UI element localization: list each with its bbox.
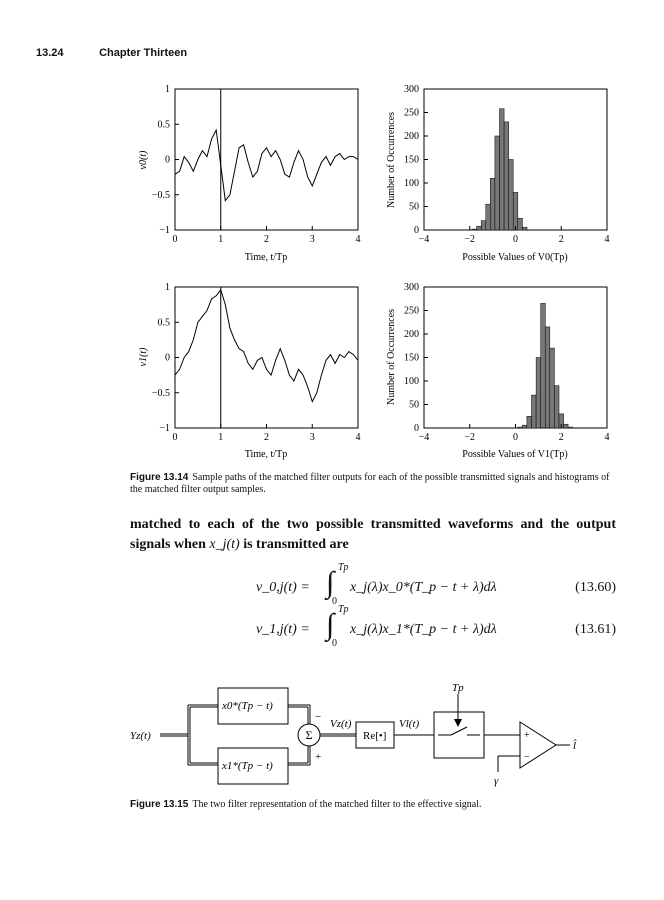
paragraph-text: is transmitted are bbox=[243, 537, 349, 552]
plot-frame bbox=[175, 287, 358, 428]
y-tick-label: −1 bbox=[159, 423, 170, 434]
integral-sign: ∫ bbox=[326, 566, 335, 599]
x-tick-labels bbox=[419, 424, 610, 443]
y-axis-label: v1(t) bbox=[138, 347, 149, 367]
x-tick-label: 1 bbox=[218, 432, 224, 443]
chart-v1 bbox=[138, 282, 361, 460]
figure-label: Figure 13.14 bbox=[130, 472, 189, 483]
x-tick-label: 3 bbox=[309, 234, 315, 245]
body-paragraph bbox=[130, 515, 616, 555]
v0-series-line bbox=[175, 130, 358, 201]
tp-label: Tp bbox=[452, 682, 464, 694]
minus-sign: − bbox=[315, 711, 322, 723]
histogram-bar bbox=[541, 303, 546, 428]
histogram-bar bbox=[504, 122, 509, 230]
caption-text: The two filter representation of the matched filter to the effective signal. bbox=[192, 799, 482, 810]
x-tick-label: 2 bbox=[558, 432, 564, 443]
plot-frame bbox=[175, 89, 358, 230]
histogram-bar bbox=[554, 386, 559, 428]
figure-label: Figure 13.15 bbox=[130, 799, 189, 810]
comparator-plus: + bbox=[524, 730, 530, 741]
x-tick-label: 2 bbox=[264, 432, 269, 443]
equation-rhs: x_j(λ)x_1*(T_p − t + λ)dλ bbox=[350, 622, 497, 637]
filter-bottom-label: x1*(Tp − t) bbox=[222, 760, 273, 772]
caption-text: Sample paths of the matched filter outputs for each of the possible transmitted signals and histograms of the matched filter output samples. bbox=[130, 472, 610, 495]
equation-lhs: v_1,j(t) = bbox=[256, 622, 310, 637]
x-tick-label: 4 bbox=[604, 234, 610, 245]
chart-v0 bbox=[138, 84, 361, 263]
equation-rhs: x_j(λ)x_0*(T_p − t + λ)dλ bbox=[350, 580, 497, 595]
x-tick-labels bbox=[173, 226, 361, 245]
x-tick-label: 4 bbox=[355, 432, 361, 443]
y-tick-label: 1 bbox=[165, 84, 170, 95]
x-tick-label: −4 bbox=[418, 234, 430, 245]
x-tick-label: −2 bbox=[464, 234, 476, 245]
x-tick-labels bbox=[173, 424, 361, 443]
x-axis-label: Possible Values of V1(Tp) bbox=[462, 449, 568, 460]
y-tick-label: 100 bbox=[404, 178, 419, 189]
histogram-bar bbox=[490, 178, 495, 230]
inline-math: x_j(t) bbox=[209, 537, 240, 552]
histogram-bar bbox=[477, 226, 482, 230]
histogram-bar bbox=[564, 424, 569, 428]
filter-top-label: x0*(Tp − t) bbox=[222, 700, 273, 712]
re-label: Re[•] bbox=[363, 730, 387, 742]
histogram-bar bbox=[486, 204, 491, 230]
sigma-symbol: Σ bbox=[305, 728, 313, 742]
histogram-bar bbox=[568, 427, 573, 428]
histogram-bar bbox=[513, 192, 518, 230]
equation-number: (13.61) bbox=[575, 622, 616, 637]
chapter-title: Chapter Thirteen bbox=[99, 47, 188, 59]
histogram-bar bbox=[481, 221, 486, 230]
y-tick-label: 0 bbox=[165, 154, 170, 166]
x-tick-label: −2 bbox=[464, 432, 476, 443]
y-tick-label: 150 bbox=[404, 154, 419, 166]
y-tick-label: 1 bbox=[165, 282, 170, 293]
threshold-label: γ bbox=[494, 775, 499, 787]
x-axis-label: Possible Values of V0(Tp) bbox=[462, 252, 568, 263]
x-tick-label: 2 bbox=[558, 234, 564, 245]
y-axis-label: Number of Occurrences bbox=[386, 111, 397, 209]
y-tick-label: −1 bbox=[159, 225, 170, 236]
histogram-bar bbox=[518, 427, 523, 428]
switch-arm bbox=[451, 727, 467, 735]
figure-13-14-caption bbox=[130, 472, 620, 496]
equation-13-61 bbox=[130, 604, 616, 652]
integral-upper-limit: Tp bbox=[338, 604, 349, 615]
histogram-bar bbox=[472, 229, 477, 230]
y-tick-label: 300 bbox=[404, 282, 419, 293]
paragraph-text: matched to each of the two possible transmitted waveforms and the output signals when bbox=[130, 517, 616, 552]
x-tick-label: −4 bbox=[418, 432, 430, 443]
y-tick-label: −0.5 bbox=[151, 189, 170, 201]
histogram-bars bbox=[518, 303, 573, 428]
equation-lhs: v_0,j(t) = bbox=[256, 580, 310, 595]
vl-label: Vl(t) bbox=[399, 718, 420, 730]
y-axis-label: v0(t) bbox=[138, 150, 149, 170]
y-tick-label: 200 bbox=[404, 131, 419, 142]
chart-histogram-v0 bbox=[386, 84, 610, 263]
histogram-bar bbox=[522, 425, 527, 428]
equation-13-60 bbox=[130, 562, 616, 610]
y-tick-label: 300 bbox=[404, 84, 419, 95]
x-axis-label: Time, t/Tp bbox=[244, 449, 288, 460]
chart-histogram-v1 bbox=[386, 282, 610, 460]
y-tick-label: 200 bbox=[404, 329, 419, 340]
input-label: Yz(t) bbox=[130, 730, 151, 742]
figure-13-15-diagram bbox=[0, 672, 664, 812]
plot-frame bbox=[424, 287, 607, 428]
y-tick-label: 50 bbox=[409, 201, 419, 213]
x-tick-label: 0 bbox=[172, 234, 178, 245]
x-tick-label: 4 bbox=[604, 432, 610, 443]
histogram-bar bbox=[518, 218, 523, 230]
x-axis-label: Time, t/Tp bbox=[244, 252, 288, 263]
y-axis-label: Number of Occurrences bbox=[386, 308, 397, 406]
x-tick-label: 4 bbox=[355, 234, 361, 245]
figure-13-15-caption bbox=[130, 799, 620, 811]
y-tick-label: 0.5 bbox=[157, 119, 170, 131]
histogram-bar bbox=[532, 395, 537, 428]
integral-lower-limit: 0 bbox=[332, 596, 337, 607]
y-tick-label: 250 bbox=[404, 305, 419, 317]
histogram-bar bbox=[550, 348, 555, 428]
y-tick-label: 250 bbox=[404, 107, 419, 119]
y-tick-label: 0 bbox=[165, 352, 170, 364]
equation-number: (13.60) bbox=[575, 580, 616, 595]
v1-series-line bbox=[175, 290, 358, 402]
y-tick-label: 0.5 bbox=[157, 317, 170, 329]
histogram-bar bbox=[545, 327, 550, 428]
histogram-bar bbox=[500, 109, 505, 230]
histogram-bar bbox=[495, 136, 500, 230]
x-tick-label: 1 bbox=[218, 234, 224, 245]
plus-sign: + bbox=[315, 751, 322, 763]
integral-lower-limit: 0 bbox=[332, 638, 337, 649]
histogram-bar bbox=[509, 160, 514, 231]
y-tick-label: 0 bbox=[414, 225, 419, 236]
vz-label: Vz(t) bbox=[330, 718, 352, 730]
integral-upper-limit: Tp bbox=[338, 562, 349, 573]
y-tick-label: 150 bbox=[404, 352, 419, 364]
histogram-bar bbox=[522, 227, 527, 230]
histogram-bar bbox=[527, 416, 532, 428]
x-tick-label: 0 bbox=[172, 432, 178, 443]
comparator-minus: − bbox=[524, 752, 530, 763]
y-tick-label: −0.5 bbox=[151, 387, 170, 399]
y-tick-label: 0 bbox=[414, 423, 419, 434]
output-label: l̂ bbox=[573, 740, 577, 752]
x-tick-label: 0 bbox=[513, 234, 518, 245]
y-tick-label: 100 bbox=[404, 376, 419, 387]
page-number: 13.24 bbox=[36, 47, 64, 59]
histogram-bar bbox=[536, 358, 541, 429]
x-tick-label: 2 bbox=[264, 234, 269, 245]
integral-sign: ∫ bbox=[326, 608, 335, 641]
x-tick-label: 3 bbox=[309, 432, 315, 443]
histogram-bars bbox=[472, 109, 527, 230]
x-tick-label: 0 bbox=[513, 432, 518, 443]
y-tick-label: 50 bbox=[409, 399, 419, 411]
